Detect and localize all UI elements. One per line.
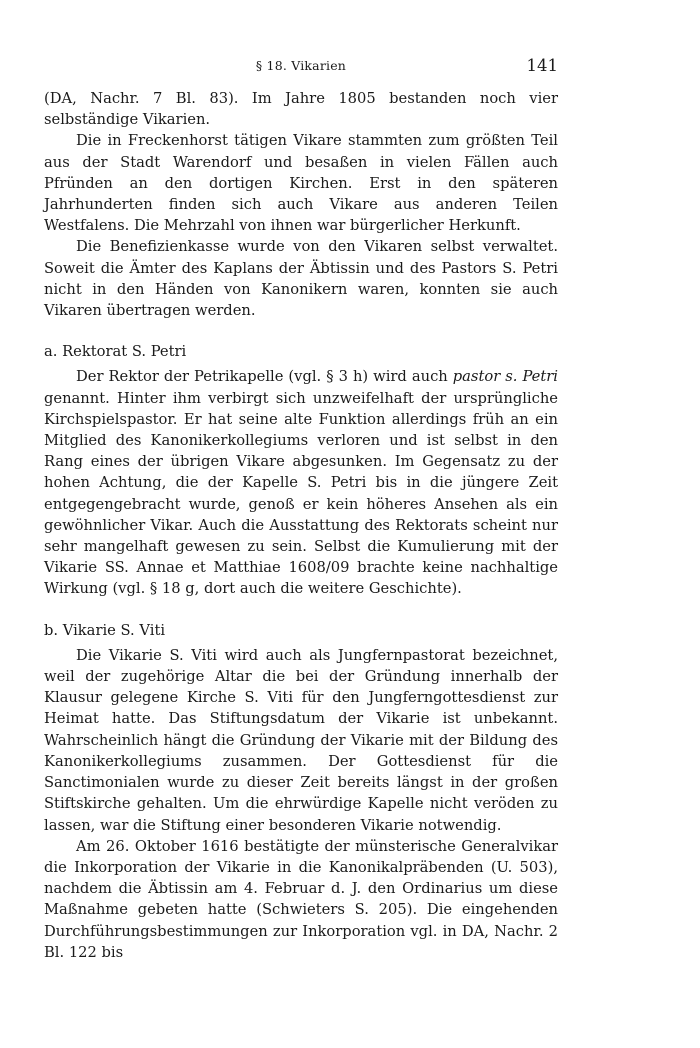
paragraph-inkorporation: Am 26. Oktober 1616 bestätigte der münsterische Generalvikar die Inkorporation der Vikarie in die Kanonikalpräbenden (U. 503), nachdem die Äbtissin am 4. Februar d. J. den Ordinarius um diese Maßnahme gebeten hatte (Schwieters S. 205). Die eingehenden Durchführungsbestimmungen zur Inkorporation vgl. in DA, Nachr. 2 Bl. 122 bis	[44, 837, 558, 961]
paragraph-vikare-herkunft: Die in Freckenhorst tätigen Vikare stammten zum größten Teil aus der Stadt Warendorf und besaßen in vielen Fällen auch Pfründen an den dortigen Kirchen. Erst in den späteren Jahrhunderten finden sich auch Vikare aus anderen Teilen Westfalens. Die Mehrzahl von ihnen war bürgerlicher Herkunft.	[44, 132, 558, 235]
rektorat-text-start: Der Rektor der Petrikapelle (vgl. § 3 h) wird auch	[76, 368, 453, 386]
rektorat-text-rest: genannt. Hinter ihm verbirgt sich unzweifelhaft der ursprüngliche Kirchspielspastor. Er hat seine alte Funktion allerdings früh an ein Mitglied des Kanonikerkollegiums verloren und ist selbst in den Rang eines der übrigen Vikare abgesunken. Im Gegensatz zu der hohen Achtung, die der Kapelle S. Petri bis in die jüngere Zeit entgegengebracht wurde, genoß er kein höheres Ansehen als ein gewöhnlicher Vikar. Auch die Ausstattung des Rektorats scheint nur sehr mangelhaft gewesen zu sein. Selbst die Kumulierung mit der Vikarie SS. Annae et Matthiae 1608/09 brachte keine nachhaltige Wirkung (vgl. § 18 g, dort auch die weitere Geschichte).	[44, 389, 558, 598]
body-text	[44, 88, 558, 963]
paragraph-benefizienkasse: Die Benefizienkasse wurde von den Vikaren selbst verwaltet. Soweit die Ämter des Kaplans der Äbtissin und des Pastors S. Petri nicht in den Händen von Kanonikern waren, konnten sie auch Vikaren übertragen werden.	[44, 238, 558, 320]
running-head	[44, 58, 558, 82]
rektorat-italic-term: pastor s. Petri	[452, 368, 558, 386]
section-heading-rektorat: a. Rektorat S. Petri	[44, 343, 187, 361]
running-title: § 18. Vikarien	[255, 58, 347, 73]
paragraph-vikarie-viti: Die Vikarie S. Viti wird auch als Jungfernpastorat bezeichnet, weil der zugehörige Altar die bei der Gründung innerhalb der Klausur gelegene Kirche S. Viti für den Jungferngottesdienst zur Heimat hatte. Das Stiftungsdatum der Vikarie ist unbekannt. Wahrscheinlich hängt die Gründung der Vikarie mit der Bildung des Kanonikerkollegiums zusammen. Der Gottesdienst für die Sanctimonialen wurde zu dieser Zeit bereits längst in der großen Stiftskirche gehalten. Um die ehrwürdige Kapelle nicht veröden zu lassen, war die Stiftung einer besonderen Vikarie notwendig.	[44, 646, 558, 834]
page-number: 141	[526, 56, 558, 75]
paragraph-rektorat	[44, 366, 558, 599]
paragraph-intro-continuation: (DA, Nachr. 7 Bl. 83). Im Jahre 1805 bestanden noch vier selbständige Vikarien.	[44, 90, 558, 129]
section-heading-vikarie-viti: b. Vikarie S. Viti	[44, 621, 166, 639]
